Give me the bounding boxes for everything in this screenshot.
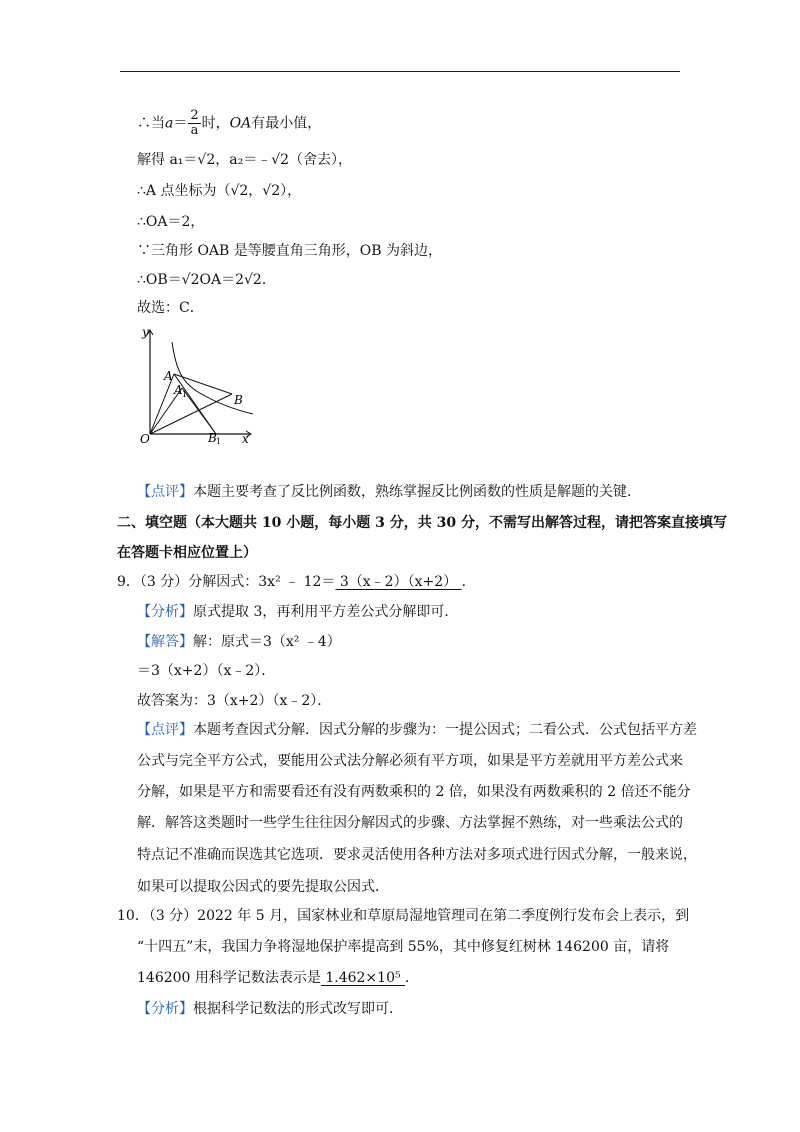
analysis-tag: 【分析】	[137, 604, 193, 620]
coordinate-figure	[138, 322, 258, 444]
question-10-stem-3: 146200 用科学记数法表示是 1.462×10⁵ ．	[137, 970, 420, 986]
solution-line-7: 故选：C．	[137, 300, 204, 316]
section-heading-line-1: 二、填空题（本大题共 10 小题，每小题 3 分，共 30 分，不需写出解答过程，请把答案直接填写	[117, 515, 727, 531]
question-9-comment-5: 特点记不准确而误选其它选项．要求灵活使用各种方法对多项式进行因式分解，一般来说，	[137, 847, 697, 863]
question-9-comment-4: 解．解答这类题时一些学生往往因分解因式的步骤、方法掌握不熟练，对一些乘法公式的	[137, 815, 683, 831]
question-9-comment-1: 【点评】本题考查因式分解．因式分解的步骤为：一提公因式；二看公式．公式包括平方差	[137, 722, 697, 738]
question-9-comment-2: 公式与完全平方公式，要能用公式法分解必须有平方项，如果是平方差就用平方差公式来	[137, 753, 683, 769]
question-9-stem: 9．（3 分）分解因式：3x² ﹣ 12＝ 3（x﹣2）（x+2） ．	[117, 574, 476, 590]
question-10-stem-2: “十四五”末，我国力争将湿地保护率提高到 55%，其中修复红树林 146200 亩，请将	[137, 939, 670, 955]
solution-line-4: ∴OA＝2，	[137, 214, 205, 230]
question-10-stem-1: 10．（3 分）2022 年 5 月，国家林业和草原局湿地管理司在第二季度例行发布会上表示，到	[117, 908, 690, 924]
solution-tag: 【解答】	[137, 634, 193, 650]
label-a1-sub: 1	[182, 390, 188, 399]
label-b: B	[234, 393, 243, 407]
question-9-solution-3: 故答案为：3（x+2）（x﹣2）．	[137, 693, 332, 709]
header-rule	[120, 71, 680, 72]
label-o: O	[140, 432, 150, 444]
section-heading-line-2: 在答题卡相应位置上）	[117, 545, 257, 561]
answer-blank: 1.462×10⁵	[320, 970, 406, 986]
solution-line-2: 解得 a₁＝√2，a₂＝﹣√2（舍去），	[137, 152, 353, 168]
label-b1: B	[208, 431, 217, 444]
question-9-solution-2: ＝3（x+2）（x﹣2）．	[137, 663, 276, 679]
label-a: A	[164, 369, 173, 383]
comment-tag: 【点评】	[137, 484, 193, 500]
label-b1-sub: 1	[216, 437, 222, 444]
comment-tag: 【点评】	[137, 722, 193, 738]
question-9-solution-1: 【解答】解：原式＝3（x² ﹣4）	[137, 634, 341, 650]
solution-line-6: ∴OB＝√2OA＝2√2．	[137, 272, 276, 288]
label-a1: A	[174, 383, 183, 397]
solution-line-3: ∴A 点坐标为（√2，√2），	[137, 183, 302, 199]
question-10-analysis: 【分析】根据科学记数法的形式改写即可．	[137, 1001, 403, 1017]
question-9-comment-3: 分解，如果是平方和需要看还有没有两数乘积的 2 倍，如果没有两数乘积的 2 倍还不能分	[137, 784, 691, 800]
answer-blank: 3（x﹣2）（x+2）	[335, 574, 462, 590]
question-9-analysis: 【分析】原式提取 3，再利用平方差公式分解即可．	[137, 604, 459, 620]
label-x: x	[242, 432, 249, 444]
solution-line-1: ∴当a＝ $\frac{2}{a}$ 时，OA有最小值，	[137, 108, 322, 138]
solution-line-5: ∵三角形 OAB 是等腰直角三角形，OB 为斜边，	[137, 243, 442, 259]
label-y: y	[142, 325, 149, 339]
comment-block-1: 【点评】本题主要考查了反比例函数，熟练掌握反比例函数的性质是解题的关键．	[137, 484, 641, 500]
question-9-comment-6: 如果可以提取公因式的要先提取公因式．	[137, 879, 389, 895]
analysis-tag: 【分析】	[137, 1001, 193, 1017]
fraction: $\frac{2}{a}$	[190, 108, 199, 138]
